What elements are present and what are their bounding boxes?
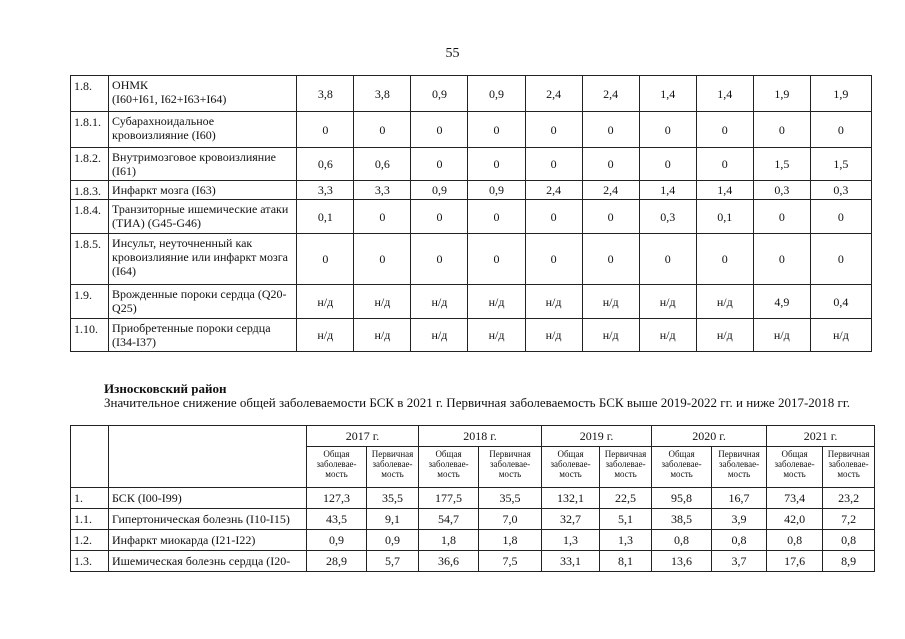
section-text: Значительное снижение общей заболеваемости БСК в 2021 г. Первичная заболеваемость БСК выше 2019-2022 гг. и ниже 2017-2018 гг. xyxy=(104,395,850,410)
value-cell: н/д xyxy=(297,285,354,319)
table-row xyxy=(71,551,875,572)
value-cell: 4,9 xyxy=(753,285,810,319)
value-cell: 0 xyxy=(411,112,468,148)
table-row xyxy=(71,181,872,200)
value-cell: 0 xyxy=(639,148,696,181)
table-row xyxy=(71,530,875,551)
value-cell: 38,5 xyxy=(652,509,712,530)
value-cell: н/д xyxy=(411,285,468,319)
row-number: 1.8.3. xyxy=(71,181,109,200)
value-cell: 73,4 xyxy=(767,488,823,509)
subheader-total: Общая заболевае-мость xyxy=(652,447,712,488)
value-cell: 0 xyxy=(810,112,871,148)
row-number: 1.8.1. xyxy=(71,112,109,148)
value-cell: 13,6 xyxy=(652,551,712,572)
value-cell: 3,9 xyxy=(712,509,767,530)
value-cell: 3,3 xyxy=(297,181,354,200)
value-cell: 127,3 xyxy=(307,488,367,509)
table-row xyxy=(71,76,872,112)
table-row xyxy=(71,319,872,352)
value-cell: 0 xyxy=(468,112,525,148)
subheader-primary: Первичная заболевае-мость xyxy=(367,447,419,488)
subheader-total: Общая заболевае-мость xyxy=(419,447,479,488)
value-cell: 1,4 xyxy=(696,181,753,200)
value-cell: н/д xyxy=(582,285,639,319)
value-cell: 0 xyxy=(411,200,468,234)
value-cell: 0 xyxy=(468,234,525,285)
value-cell: 23,2 xyxy=(823,488,875,509)
value-cell: 132,1 xyxy=(542,488,600,509)
value-cell: 0,6 xyxy=(297,148,354,181)
value-cell: 1,4 xyxy=(639,181,696,200)
value-cell: 0 xyxy=(297,234,354,285)
value-cell: 0,8 xyxy=(767,530,823,551)
value-cell: 42,0 xyxy=(767,509,823,530)
value-cell: 0 xyxy=(411,234,468,285)
year-header: 2019 г. xyxy=(542,426,652,447)
value-cell: 0 xyxy=(354,112,411,148)
value-cell: 0,9 xyxy=(468,76,525,112)
value-cell: 0,8 xyxy=(712,530,767,551)
row-name: Гипертоническая болезнь (I10-I15) xyxy=(109,509,307,530)
header-no-cell xyxy=(71,426,109,488)
table-row xyxy=(71,285,872,319)
value-cell: 0,4 xyxy=(810,285,871,319)
page-number: 55 xyxy=(445,46,460,61)
row-name: ОНМК (I60+I61, I62+I63+I64) xyxy=(109,76,297,112)
row-number: 1.8.4. xyxy=(71,200,109,234)
value-cell: н/д xyxy=(525,319,582,352)
value-cell: 0 xyxy=(582,148,639,181)
value-cell: 0 xyxy=(810,200,871,234)
value-cell: н/д xyxy=(297,319,354,352)
value-cell: 0,1 xyxy=(696,200,753,234)
value-cell: 0 xyxy=(354,200,411,234)
value-cell: 8,1 xyxy=(600,551,652,572)
value-cell: 1,8 xyxy=(419,530,479,551)
value-cell: 0,9 xyxy=(411,181,468,200)
row-number: 1.3. xyxy=(71,551,109,572)
row-number: 1.1. xyxy=(71,509,109,530)
value-cell: н/д xyxy=(468,319,525,352)
value-cell: 0,9 xyxy=(411,76,468,112)
row-number: 1.2. xyxy=(71,530,109,551)
value-cell: 0,1 xyxy=(297,200,354,234)
value-cell: н/д xyxy=(753,319,810,352)
value-cell: 0 xyxy=(525,112,582,148)
value-cell: 0 xyxy=(639,234,696,285)
value-cell: 0 xyxy=(468,148,525,181)
header-name-cell xyxy=(109,426,307,488)
value-cell: 0 xyxy=(411,148,468,181)
value-cell: 0 xyxy=(696,112,753,148)
subheader-total: Общая заболевае-мость xyxy=(542,447,600,488)
value-cell: 3,8 xyxy=(297,76,354,112)
value-cell: 3,8 xyxy=(354,76,411,112)
value-cell: н/д xyxy=(411,319,468,352)
value-cell: 36,6 xyxy=(419,551,479,572)
value-cell: н/д xyxy=(696,319,753,352)
row-number: 1.8.2. xyxy=(71,148,109,181)
subheader-primary: Первичная заболевае-мость xyxy=(479,447,542,488)
value-cell: 7,5 xyxy=(479,551,542,572)
value-cell: 32,7 xyxy=(542,509,600,530)
value-cell: 1,3 xyxy=(600,530,652,551)
value-cell: 5,1 xyxy=(600,509,652,530)
section-title: Износковский район xyxy=(104,381,227,396)
value-cell: 22,5 xyxy=(600,488,652,509)
value-cell: 0 xyxy=(753,234,810,285)
value-cell: 1,5 xyxy=(753,148,810,181)
subheader-primary: Первичная заболевае-мость xyxy=(823,447,875,488)
value-cell: 35,5 xyxy=(479,488,542,509)
value-cell: 5,7 xyxy=(367,551,419,572)
value-cell: 0 xyxy=(810,234,871,285)
value-cell: 2,4 xyxy=(582,76,639,112)
value-cell: 0 xyxy=(639,112,696,148)
table-row xyxy=(71,488,875,509)
value-cell: 7,0 xyxy=(479,509,542,530)
value-cell: 9,1 xyxy=(367,509,419,530)
row-name: Приобретенные пороки сердца (I34-I37) xyxy=(109,319,297,352)
value-cell: 3,7 xyxy=(712,551,767,572)
value-cell: 8,9 xyxy=(823,551,875,572)
value-cell: 0,8 xyxy=(652,530,712,551)
row-number: 1.8. xyxy=(71,76,109,112)
row-name: Ишемическая болезнь сердца (I20- xyxy=(109,551,307,572)
row-name: Инфаркт миокарда (I21-I22) xyxy=(109,530,307,551)
year-header: 2017 г. xyxy=(307,426,419,447)
value-cell: 0 xyxy=(582,200,639,234)
value-cell: н/д xyxy=(810,319,871,352)
value-cell: 0,9 xyxy=(307,530,367,551)
subheader-primary: Первичная заболевае-мость xyxy=(600,447,652,488)
row-name: БСК (I00-I99) xyxy=(109,488,307,509)
value-cell: н/д xyxy=(525,285,582,319)
value-cell: н/д xyxy=(354,319,411,352)
row-number: 1.10. xyxy=(71,319,109,352)
value-cell: 43,5 xyxy=(307,509,367,530)
subheader-total: Общая заболевае-мость xyxy=(307,447,367,488)
value-cell: н/д xyxy=(639,319,696,352)
value-cell: 0 xyxy=(753,112,810,148)
value-cell: 7,2 xyxy=(823,509,875,530)
value-cell: 2,4 xyxy=(525,76,582,112)
value-cell: 177,5 xyxy=(419,488,479,509)
row-name: Внутримозговое кровоизлияние (I61) xyxy=(109,148,297,181)
value-cell: 0,3 xyxy=(810,181,871,200)
value-cell: 0 xyxy=(582,112,639,148)
value-cell: 54,7 xyxy=(419,509,479,530)
table-row xyxy=(71,148,872,181)
value-cell: 95,8 xyxy=(652,488,712,509)
value-cell: 0 xyxy=(696,234,753,285)
value-cell: 1,5 xyxy=(810,148,871,181)
year-header: 2021 г. xyxy=(767,426,875,447)
table-row xyxy=(71,509,875,530)
value-cell: 1,4 xyxy=(696,76,753,112)
value-cell: 0,9 xyxy=(468,181,525,200)
value-cell: 0,6 xyxy=(354,148,411,181)
value-cell: н/д xyxy=(696,285,753,319)
value-cell: 0 xyxy=(354,234,411,285)
row-name: Инфаркт мозга (I63) xyxy=(109,181,297,200)
value-cell: 0,3 xyxy=(639,200,696,234)
table-row xyxy=(71,200,872,234)
value-cell: 16,7 xyxy=(712,488,767,509)
row-number: 1.8.5. xyxy=(71,234,109,285)
value-cell: 1,4 xyxy=(639,76,696,112)
value-cell: 0,8 xyxy=(823,530,875,551)
morbidity-table-continued xyxy=(70,75,872,352)
value-cell: 0 xyxy=(582,234,639,285)
value-cell: н/д xyxy=(582,319,639,352)
year-header: 2018 г. xyxy=(419,426,542,447)
value-cell: 1,9 xyxy=(810,76,871,112)
year-header: 2020 г. xyxy=(652,426,767,447)
value-cell: 1,8 xyxy=(479,530,542,551)
subheader-primary: Первичная заболевае-мость xyxy=(712,447,767,488)
row-name: Субарахноидальное кровоизлияние (I60) xyxy=(109,112,297,148)
row-number: 1. xyxy=(71,488,109,509)
value-cell: 1,9 xyxy=(753,76,810,112)
district-morbidity-table xyxy=(70,425,875,572)
value-cell: н/д xyxy=(468,285,525,319)
table-row xyxy=(71,112,872,148)
value-cell: н/д xyxy=(639,285,696,319)
value-cell: 1,3 xyxy=(542,530,600,551)
value-cell: 0 xyxy=(753,200,810,234)
value-cell: 28,9 xyxy=(307,551,367,572)
value-cell: н/д xyxy=(354,285,411,319)
value-cell: 33,1 xyxy=(542,551,600,572)
row-number: 1.9. xyxy=(71,285,109,319)
row-name: Транзиторные ишемические атаки (ТИА) (G45-G46) xyxy=(109,200,297,234)
value-cell: 2,4 xyxy=(582,181,639,200)
value-cell: 0 xyxy=(696,148,753,181)
value-cell: 35,5 xyxy=(367,488,419,509)
value-cell: 0 xyxy=(297,112,354,148)
table-row xyxy=(71,234,872,285)
value-cell: 3,3 xyxy=(354,181,411,200)
value-cell: 0,9 xyxy=(367,530,419,551)
value-cell: 0 xyxy=(525,200,582,234)
value-cell: 0,3 xyxy=(753,181,810,200)
row-name: Инсульт, неуточненный как кровоизлияние или инфаркт мозга (I64) xyxy=(109,234,297,285)
subheader-total: Общая заболевае-мость xyxy=(767,447,823,488)
value-cell: 0 xyxy=(468,200,525,234)
value-cell: 0 xyxy=(525,148,582,181)
value-cell: 2,4 xyxy=(525,181,582,200)
value-cell: 0 xyxy=(525,234,582,285)
row-name: Врожденные пороки сердца (Q20-Q25) xyxy=(109,285,297,319)
value-cell: 17,6 xyxy=(767,551,823,572)
